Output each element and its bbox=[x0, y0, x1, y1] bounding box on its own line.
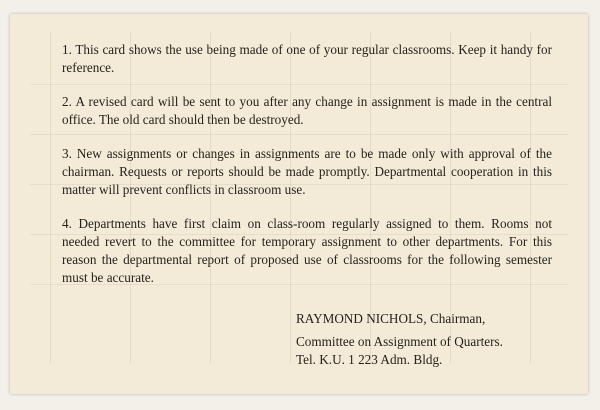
committee-name: Committee on Assignment of Quarters. bbox=[296, 334, 503, 349]
chairman-name: RAYMOND NICHOLS, Chairman, bbox=[296, 311, 486, 326]
signature-block bbox=[296, 310, 503, 369]
instruction-paragraph-3: 3. New assignments or changes in assignments are to be made only with approval of the chairman. Requests or reports should be made promptly. Departmental cooperation in this matter will prevent conflicts in classroom use. bbox=[62, 146, 552, 197]
instruction-paragraph-4: 4. Departments have first claim on class-room regularly assigned to them. Rooms not needed revert to the committee for temporary assignment to other departments. For this reason the departmental report of proposed use of classrooms for the following semester must be accurate. bbox=[62, 216, 552, 285]
instruction-paragraph-2: 2. A revised card will be sent to you after any change in assignment is made in the central office. The old card should then be destroyed. bbox=[62, 94, 552, 127]
office-contact: Tel. K.U. 1 223 Adm. Bldg. bbox=[296, 352, 443, 367]
instructions-body bbox=[62, 41, 552, 303]
classroom-assignment-card bbox=[10, 14, 588, 394]
instruction-paragraph-1: 1. This card shows the use being made of one of your regular classrooms. Keep it handy for reference. bbox=[62, 42, 552, 75]
ghost-grid-line bbox=[50, 32, 51, 364]
